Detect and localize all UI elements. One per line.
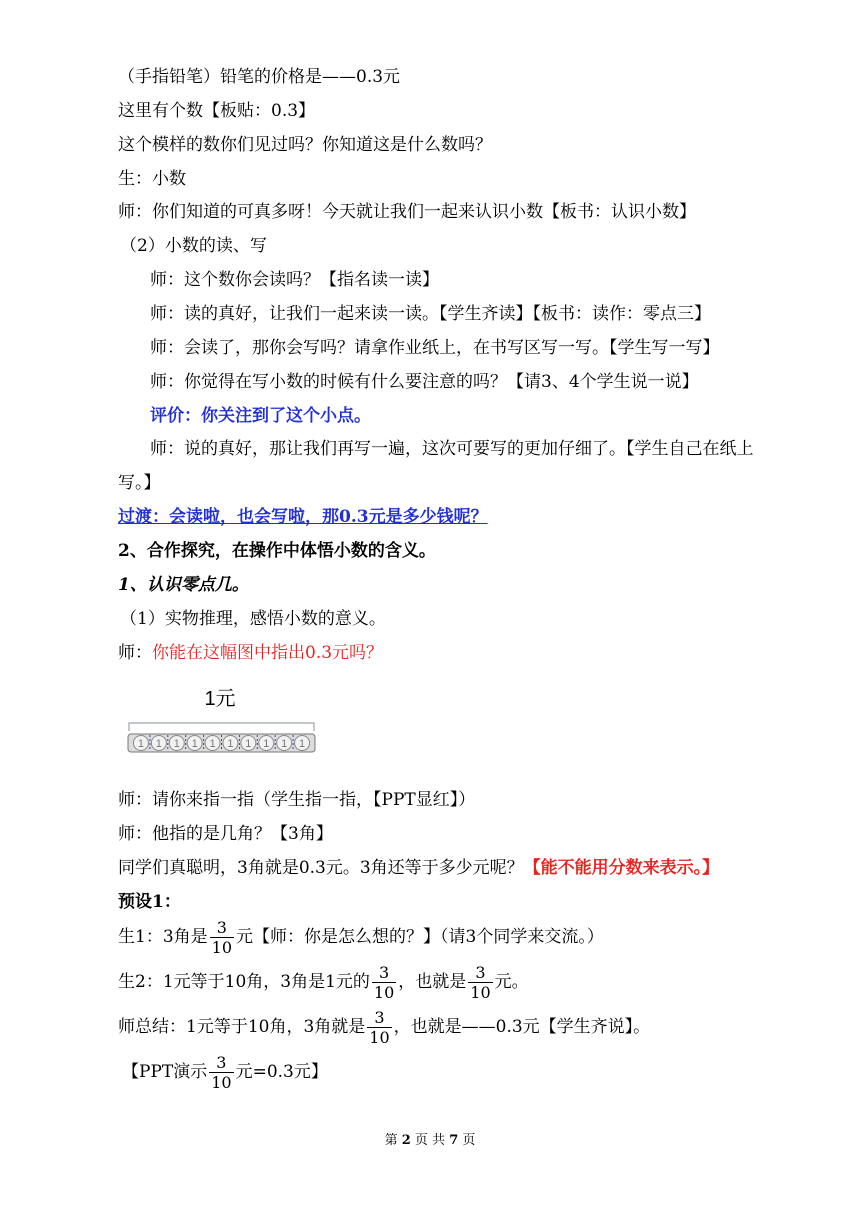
brace	[129, 723, 314, 731]
evaluation-note: 评价：你关注到了这个小点。	[150, 406, 371, 426]
denominator: 10	[470, 983, 491, 1002]
text-line: 这里有个数【板贴：0.3】	[118, 101, 316, 121]
text-line	[118, 640, 383, 666]
section-heading: （2）小数的读、写	[120, 236, 267, 256]
text-line: 这个模样的数你们见过吗？你知道这是什么数吗？	[118, 135, 492, 155]
text-span: 同学们真聪明，3角就是0.3元。3角还等于多少元呢？	[118, 858, 524, 878]
fraction	[210, 918, 234, 957]
preset-heading: 预设1：	[118, 892, 181, 912]
fraction	[468, 963, 492, 1002]
text-line: 师：这个数你会读吗？【指名读一读】	[150, 270, 439, 290]
coin-label: 1	[137, 738, 145, 750]
text-line: （手指铅笔）铅笔的价格是——0.3元	[118, 67, 401, 87]
denominator: 10	[369, 1028, 390, 1047]
coin-label: 1	[155, 738, 162, 750]
text-line: 师：说的真好，那让我们再写一遍，这次可要写的更加仔细了。【学生自己在纸上	[150, 439, 754, 459]
numerator: 3	[210, 918, 234, 938]
denominator: 10	[211, 938, 232, 957]
text-span: 生1：3角是	[118, 927, 208, 947]
text-line	[122, 1049, 328, 1095]
text-span: 师总结：1元等于10角，3角就是	[118, 1017, 366, 1037]
text-line	[118, 1004, 650, 1050]
coin-row	[128, 734, 315, 752]
footer-text: 页 共	[414, 1133, 446, 1148]
numerator: 3	[367, 1008, 391, 1028]
text-line: 师：读的真好，让我们一起来读一读。【学生齐读】【板书：读作：零点三】	[150, 304, 711, 324]
text-line: 师：你觉得在写小数的时候有什么要注意的吗？【请3、4个学生说一说】	[150, 372, 699, 392]
coin-label: 1	[298, 738, 306, 750]
coin-label: 1	[227, 738, 234, 750]
page-number: 2	[401, 1133, 411, 1148]
text-line	[118, 855, 719, 881]
footer-text: 第	[384, 1133, 398, 1148]
fraction	[367, 1008, 391, 1047]
coin-label: 1	[263, 738, 270, 750]
subsection-heading: 1、认识零点几。	[118, 575, 249, 595]
page-total: 7	[449, 1133, 459, 1148]
prompt-note: 【能不能用分数来表示。】	[523, 858, 720, 878]
coin-label: 1	[281, 738, 288, 750]
text-span: 元。	[494, 972, 529, 992]
text-line: 师：会读了，那你会写吗？请拿作业纸上，在书写区写一写。【学生写一写】	[150, 338, 720, 358]
footer-text: 页	[462, 1133, 476, 1148]
text-line: 生：小数	[118, 169, 186, 189]
speaker-label: 师：	[118, 643, 152, 663]
coin-label: 1	[191, 738, 198, 750]
text-span: 【PPT演示	[122, 1062, 208, 1082]
text-span: ，也就是	[398, 972, 467, 992]
page-footer	[0, 1129, 860, 1148]
text-line: 师：他指的是几角？【3角】	[118, 824, 333, 844]
denominator: 10	[373, 983, 395, 1002]
fraction	[209, 1053, 233, 1092]
question-text: 你能在这幅图中指出0.3元吗？	[152, 643, 384, 663]
coin-label: 1	[173, 738, 180, 750]
text-line: 师：请你来指一指（学生指一指，【PPT显红】）	[118, 790, 476, 810]
coin-strip-figure	[126, 683, 326, 755]
text-span: 元=0.3元】	[235, 1062, 328, 1082]
coin-label: 1	[245, 738, 252, 750]
text-line	[118, 959, 529, 1005]
text-line	[118, 914, 604, 960]
text-line: 写。】	[118, 473, 161, 493]
denominator: 10	[211, 1073, 232, 1092]
text-span: ，也就是——0.3元【学生齐说】。	[393, 1017, 651, 1037]
section-heading: 2、合作探究，在操作中体悟小数的含义。	[118, 541, 436, 561]
coin-label: 1	[209, 738, 216, 750]
fraction	[372, 963, 396, 1002]
transition-note: 过渡：会读啦，也会写啦，那0.3元是多少钱呢？	[118, 507, 488, 527]
figure-label: 1元	[204, 688, 236, 710]
text-span: 生2：1元等于10角，3角是1元的	[118, 972, 370, 992]
numerator: 3	[372, 963, 396, 983]
numerator: 3	[468, 963, 492, 983]
text-line: （1）实物推理，感悟小数的意义。	[120, 609, 386, 629]
text-line: 师：你们知道的可真多呀！今天就让我们一起来认识小数【板书：认识小数】	[118, 202, 696, 222]
text-span: 元【师：你是怎么想的？】（请3个同学来交流。）	[236, 927, 604, 947]
numerator: 3	[209, 1053, 233, 1073]
